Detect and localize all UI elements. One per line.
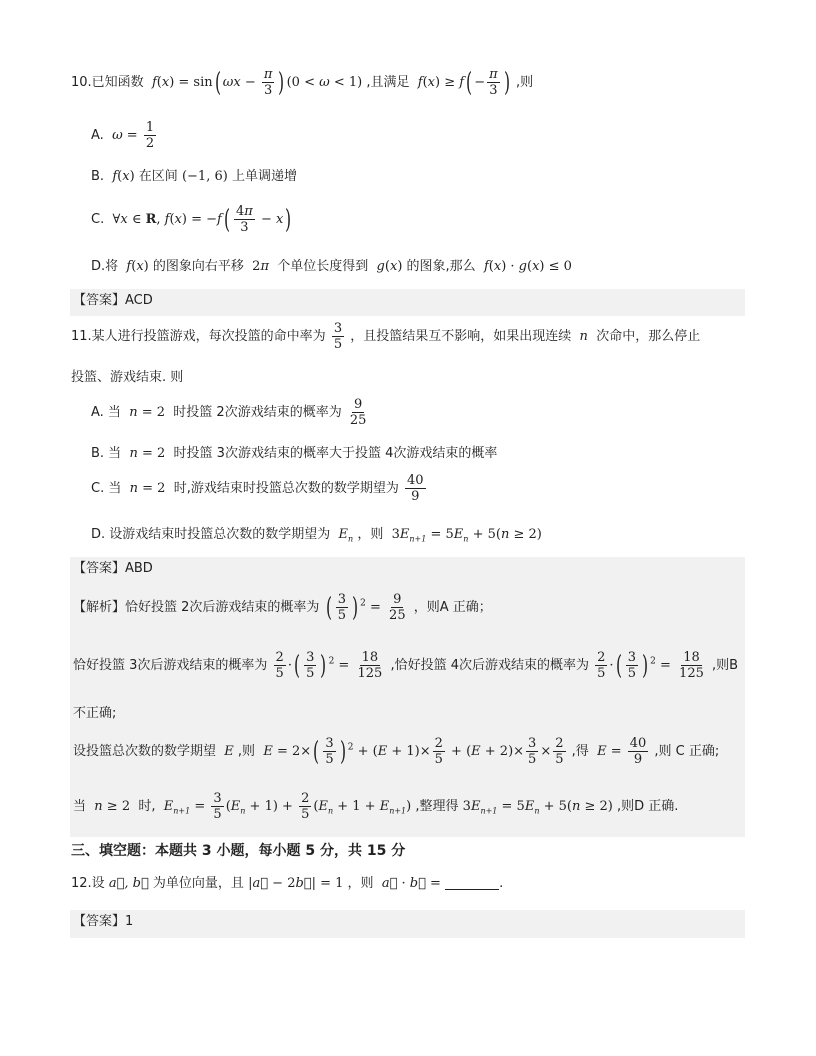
q11-solution-line4: 设投篮总次数的数学期望 E ,则 E = 2×( $\frac{3}{5}$ ) $^2$ + (E + 1)× $\frac{2}{5}$ + (E + 2)× $\frac{3}{5}$ × $\frac{2}{5}$ ,得 E = $\frac{40}{9}$ ,则 C 正确; — [73, 736, 720, 767]
answer-band-q10 — [70, 289, 745, 316]
q10-stem: 10.已知函数 f(x) = sin( ωx − $\frac{\pi}{3}$ ) (0 < ω < 1) ,且满足 f(x) ≥ f( − $\frac{\pi}{3}$ ) ,则 — [71, 67, 534, 98]
q11-solution-line5: 当 n ≥ 2 时, $E_{n+1}$ = $\frac{3}{5}$ $(E_n + 1)$ + $\frac{2}{5}$ $(E_n + 1 + E_{n+1})$ ,整理得 $3E_{n+1} = 5E_n + 5(n \ge 2)$ ,则D 正确. — [73, 791, 679, 822]
q11-solution-line2: 恰好投篮 3次后游戏结束的概率为 $\frac{2}{5}$ ·( $\frac{3}{5}$ ) $^2$ = $\frac{18}{125}$ ,恰好投篮 4次后游戏结束的概率为 $\frac{2}{5}$ ·( $\frac{3}{5}$ ) $^2$ = $\frac{18}{125}$ ,则B — [73, 650, 739, 681]
q11-option-d: D. 设游戏结束时投篮总次数的数学期望为 $E_n$ ，则 $3E_{n+1} = 5E_n + 5(n \ge 2)$ — [91, 527, 542, 544]
q11-stem-line1: 11.某人进行投篮游戏，每次投篮的命中率为 $\frac{3}{5}$ ，且投篮结果互不影响，如果出现连续 n 次命中，那么停止 — [71, 321, 701, 352]
q10-option-b: B. f(x) 在区间 (−1, 6) 上单调递增 — [91, 169, 297, 184]
section-heading: 三、填空题：本题共 3 小题，每小题 5 分，共 15 分 — [71, 843, 406, 859]
q11-stem-line2: 投篮、游戏结束. 则 — [71, 370, 184, 385]
answer-blank[interactable] — [445, 877, 499, 890]
q10-option-a: A. ω = $\frac{1}{2}$ — [91, 120, 155, 151]
q10-option-c: C. ∀x ∈ R, f(x) = −f( $\frac{4\pi}{3}$ − x) — [91, 204, 292, 235]
q10-answer: 【答案】ACD — [73, 293, 153, 308]
q11-option-a: A. 当 n = 2 时投篮 2次游戏结束的概率为 $\frac{9}{25}$ — [91, 397, 367, 428]
q12-answer: 【答案】1 — [73, 914, 134, 929]
q10-option-d: D.将 f(x) 的图象向右平移 2π 个单位长度得到 g(x) 的图象,那么 f(x) · g(x) ≤ 0 — [91, 259, 572, 274]
q11-option-c: C. 当 n = 2 时,游戏结束时投篮总次数的数学期望为 $\frac{40}{9}$ — [91, 473, 424, 504]
q11-solution-line3: 不正确; — [73, 706, 117, 721]
q11-option-b: B. 当 n = 2 时投篮 3次游戏结束的概率大于投篮 4次游戏结束的概率 — [91, 446, 498, 461]
q11-answer: 【答案】ABD — [73, 561, 153, 576]
answer-band-q12 — [70, 910, 745, 938]
q12-stem: 12.设 a⃗, b⃗ 为单位向量，且 |a⃗ − 2b⃗| = 1 ，则 a⃗ · b⃗ = . — [71, 876, 504, 891]
q11-solution-line1: 【解析】恰好投篮 2次后游戏结束的概率为 ( $\frac{3}{5}$ ) $^2$ = $\frac{9}{25}$ ，则A 正确； — [73, 592, 492, 623]
